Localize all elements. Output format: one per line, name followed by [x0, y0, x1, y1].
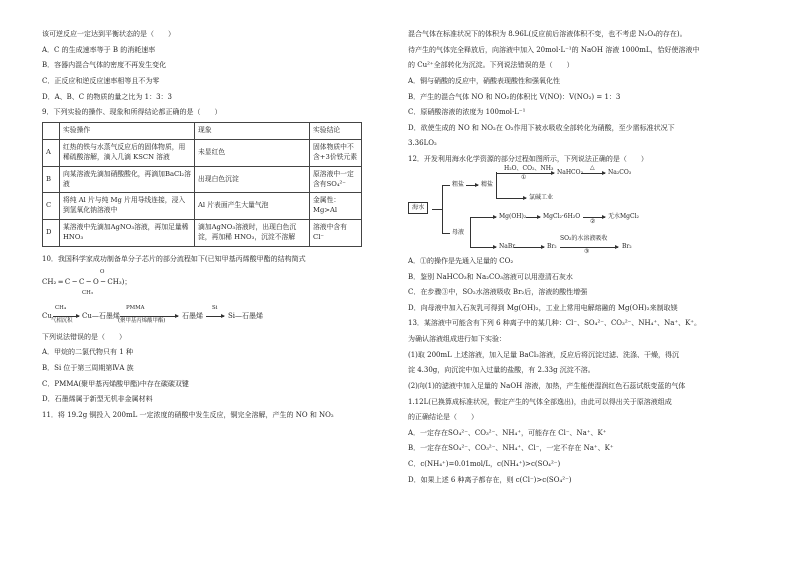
nabr: NaBr: [499, 242, 516, 250]
so2-absorb-label: SO₂的水溶液吸收: [560, 234, 608, 242]
seawater-flow-diagram: [408, 163, 760, 255]
q12-option-b: B．鉴别 NaHCO₃和 Na₂CO₃溶液可以用澄清石灰水: [408, 272, 573, 281]
q12-stem: 12．开发利用海水化学资源的部分过程如图所示，下列说法正确的是（ ）: [408, 155, 648, 163]
q11-line: 混合气体在标准状况下的体积为 8.96L(反应前后溶液体积不变，也不考虑 N₂O₄的存在)。: [408, 30, 687, 38]
heat-symbol: △: [590, 163, 595, 171]
q11-option-a: A．铜与硝酸的反应中，硝酸表现酸性和强氧化性: [408, 76, 561, 85]
q8-option-b: B．容器内混合气体的密度不再发生变化: [42, 61, 167, 70]
row-conclusion: 原溶液中一定含有SO₄²⁻: [310, 166, 362, 193]
row-phenomenon: Al 片表面产生大量气泡: [195, 193, 310, 220]
table-header-blank: [43, 123, 60, 140]
q10-option-b: B．Si 位于第三周期第ⅣA 族: [42, 364, 134, 372]
q11-option-d-cont: 3.36LO₂: [408, 139, 437, 148]
q8-option-c: C．正反应和逆反应速率相等且不为零: [42, 76, 160, 85]
row-label: D: [43, 220, 60, 247]
row-operation: 某溶液中先滴加AgNO₃溶液，再加足量稀 HNO₃: [60, 220, 195, 247]
q11-line: 待产生的气体完全释放后，向溶液中加入 20mol·L⁻¹的 NaOH 溶液 1000mL，恰好使溶液中: [408, 45, 700, 54]
row-label: C: [43, 193, 60, 220]
route-arrow-3: [206, 316, 224, 317]
q13-line: (2)向(1)的滤液中加入足量的 NaOH 溶液，加热，产生能使湿润红色石蕊试纸变蓝的气体: [408, 381, 686, 390]
nahco3: NaHCO₃: [557, 168, 583, 176]
route-arrow1-top: CH₄: [55, 304, 66, 311]
formula-methyl-branch: CH₃: [82, 289, 93, 296]
route-si-graphene: Si—石墨烯: [228, 311, 264, 320]
flow-line: [496, 172, 497, 198]
route-arrow3-top: Si: [212, 304, 218, 311]
mother-liquor: 母液: [452, 228, 465, 236]
flow-arrow: [496, 198, 526, 199]
q13-line: (1)取 200mL 上述溶液，加入足量 BaCl₂溶液，反应后将沉淀过滤、洗涤、干燥，得沉: [408, 350, 679, 359]
row-operation: 红热的铁与水蒸气反应后的固体物质，用稀硫酸溶解，滴入几滴 KSCN 溶液: [60, 140, 195, 167]
route-cu: Cu: [42, 311, 52, 320]
br2-intermediate: Br₂: [547, 242, 557, 250]
right-column: [408, 30, 760, 491]
chlor-alkali: 氯碱工业: [529, 193, 554, 201]
table-row: [43, 166, 362, 193]
q13-line: 淀 4.30g，向沉淀中加入过量的盐酸，有 2.33g 沉淀不溶。: [408, 366, 595, 375]
seawater-box: 海水: [408, 202, 428, 214]
q10-stem: 10．我国科学家成功制备单分子芯片的部分流程如下(已知甲基丙烯酸甲酯的结构简式: [42, 254, 306, 263]
row-conclusion: 溶液中含有 Cl⁻: [310, 220, 362, 247]
reagents-label: H₂O、CO₂、NH₃: [504, 164, 554, 172]
flow-arrow: [514, 247, 544, 248]
q12-option-a: A．①的操作是先通入足量的 CO₂: [408, 256, 514, 265]
flow-arrow: [526, 217, 540, 218]
row-phenomenon: 未显红色: [195, 140, 310, 167]
flow-arrow: [581, 173, 605, 174]
na2co3: Na₂CO₃: [608, 168, 632, 176]
q11-stem-start: 11．将 19.2g 铜投入 200mL 一定浓度的硝酸中发生反应，铜完全溶解，产生的 NO 和 NO₂: [42, 410, 334, 419]
q8-option-d: D．A、B、C 的物质的量之比为 1：3：3: [42, 92, 172, 101]
q13-option-d: D．如果上述 6 种离子都存在，则 c(Cl⁻)>c(SO₄²⁻): [408, 475, 572, 484]
route-arrow-2: [120, 316, 178, 317]
q11-line: 的 Cu²⁺全部转化为沉淀。下列说法错误的是（ ）: [408, 61, 574, 70]
step-3-marker: ③: [584, 247, 590, 255]
synthesis-route: [42, 305, 362, 327]
table-header-operation: 实验操作: [60, 123, 195, 140]
formula-main-chain: CH₂ ═ C ─ C ─ O ─ CH₃)；: [42, 277, 132, 286]
mgoh2: Mg(OH)₂: [499, 212, 527, 220]
q8-line: 该可逆反应一定达到平衡状态的是（ ）: [42, 30, 175, 38]
q8-option-a: A．C 的生成速率等于 B 的消耗速率: [42, 45, 156, 54]
route-cu-graphene: Cu—石墨烯: [82, 311, 120, 320]
q11-option-b: B．产生的混合气体 NO 和 NO₂的体积比 V(NO)：V(NO₂) = 1：3: [408, 92, 621, 101]
table-row: [43, 220, 362, 247]
table-row: [43, 193, 362, 220]
row-conclusion: 固体物质中不含+3价铁元素: [310, 140, 362, 167]
row-label: A: [43, 140, 60, 167]
q13-option-b: B．一定存在SO₄²⁻、CO₃²⁻、NH₄⁺、Cl⁻，一定不存在 Na⁺、K⁺: [408, 444, 614, 453]
q13-line: 为确认溶液组成进行如下实验：: [408, 335, 506, 344]
q13-stem: 13．某溶液中可能含有下列 6 种离子中的某几种：Cl⁻、SO₄²⁻、CO₃²⁻、NH₄⁺、Na⁺、K⁺。: [408, 319, 701, 328]
formula-o-double: O: [100, 268, 105, 275]
q10-option-a: A．甲烷的二氯代物只有 1 种: [42, 348, 133, 357]
flow-line: [470, 217, 471, 247]
mma-structural-formula: [42, 269, 362, 299]
flow-line: [432, 209, 442, 210]
route-arrow2-top: PMMA: [126, 304, 145, 311]
row-operation: 向某溶液先滴加硝酸酸化，再滴加BaCl₂溶液: [60, 166, 195, 193]
q10-option-d: D．石墨烯属于新型无机非金属材料: [42, 395, 153, 404]
crude-salt: 粗盐: [452, 180, 465, 188]
row-label: B: [43, 166, 60, 193]
row-conclusion: 金属性：Mg>Al: [310, 193, 362, 220]
q12-option-c: C．在步骤③中，SO₂水溶液吸收 Br₂后，溶液的酸性增强: [408, 288, 588, 297]
table-header-row: [43, 123, 362, 140]
table-header-conclusion: 实验结论: [310, 123, 362, 140]
flow-arrow: [466, 185, 478, 186]
flow-line: [442, 185, 443, 233]
q13-line: 1.12L(已换算成标准状况，假定产生的气体全部逸出)，由此可以得出关于原溶液组成: [408, 397, 672, 406]
q13-option-c: C．c(NH₄⁺)=0.01mol/L，c(NH₄⁺)>c(SO₄²⁻): [408, 460, 561, 469]
table-header-phenomenon: 现象: [195, 123, 310, 140]
route-arrow-1: [53, 316, 79, 317]
q13-line: 的正确结论是（ ）: [408, 413, 478, 422]
left-column: [42, 30, 362, 427]
mgcl2-hydrate: MgCl₂·6H₂O: [543, 212, 581, 220]
flow-arrow: [470, 217, 496, 218]
q13-option-a: A．一定存在SO₄²⁻、CO₃²⁻、NH₄⁺，可能存在 Cl⁻、Na⁺、K⁺: [408, 428, 607, 437]
q10-option-c: C．PMMA(聚甲基丙烯酸甲酯)中存在碳碳双键: [42, 379, 189, 388]
anhydrous-mgcl2: 无水MgCl₂: [608, 212, 639, 220]
flow-arrow: [470, 247, 496, 248]
q10-question: 下列说法错误的是（ ）: [42, 332, 126, 341]
route-arrow2-bottom: (聚甲基丙烯酸甲酯): [118, 317, 166, 324]
refined-salt: 精盐: [481, 180, 494, 188]
flow-line: [442, 233, 450, 234]
q9-stem: 9．下列实验的操作、现象和所得结论都正确的是（ ）: [42, 108, 222, 117]
br2-product: Br₂: [622, 242, 632, 250]
route-graphene: 石墨烯: [182, 311, 203, 320]
row-operation: 将纯 Al 片与纯 Mg 片用导线连接，浸入到氢氧化钠溶液中: [60, 193, 195, 220]
flow-line: [442, 185, 450, 186]
table-row: [43, 140, 362, 167]
step-1-marker: ①: [521, 173, 527, 181]
step-2-marker: ②: [590, 217, 596, 225]
q11-option-c: C．原硝酸溶液的浓度为 100mol·L⁻¹: [408, 108, 526, 117]
route-arrow1-bottom: 气相沉积: [51, 317, 73, 324]
q12-option-d: D．向母液中加入石灰乳可得到 Mg(OH)₂，工业上常用电解熔融的 Mg(OH)₂来制取镁: [408, 303, 678, 312]
row-phenomenon: 出现白色沉淀: [195, 166, 310, 193]
row-phenomenon: 滴加AgNO₃溶液时，出现白色沉淀，再加稀 HNO₃，沉淀不溶解: [195, 220, 310, 247]
q9-table: [42, 122, 362, 247]
q11-option-d: D．欲使生成的 NO 和 NO₂在 O₂作用下被水吸收全部转化为硝酸，至少需标准状况下: [408, 123, 675, 132]
